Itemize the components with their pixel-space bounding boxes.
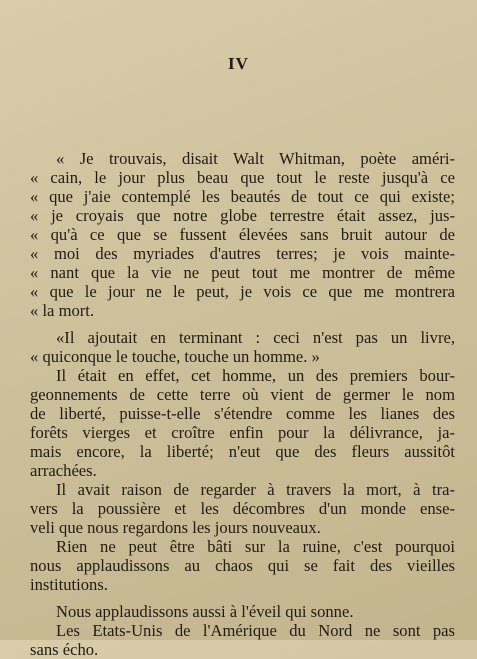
text-line: arrachées. xyxy=(30,461,97,480)
page-body-text xyxy=(30,149,455,659)
chapter-number: IV xyxy=(228,54,249,73)
text-line: « je croyais que notre globe terrestre était assez, jus- xyxy=(30,206,455,225)
text-line: «Il ajoutait en terminant : ceci n'est pas un livre, xyxy=(56,328,455,347)
text-line: sans écho. xyxy=(30,640,99,659)
text-line: « que le jour ne le peut, je vois ce que me montrera xyxy=(30,282,455,301)
text-line: forêts vierges et croître enfin pour la délivrance, ja- xyxy=(30,423,455,442)
paragraph-gap xyxy=(30,594,455,602)
text-line: Il était en effet, cet homme, un des premiers bour- xyxy=(56,366,455,385)
text-line: geonnements de cette terre où vient de germer le nom xyxy=(30,385,455,404)
text-line: Les Etats-Unis de l'Amérique du Nord ne sont pas xyxy=(56,621,455,640)
text-line: nous applaudissons au chaos qui se fait des vieilles xyxy=(30,556,455,575)
text-line: Nous applaudissons aussi à l'éveil qui sonne. xyxy=(56,602,354,621)
text-line: Rien ne peut être bâti sur la ruine, c'est pourquoi xyxy=(56,537,455,556)
text-line: « qu'à ce que se fussent élevées sans bruit autour de xyxy=(30,225,455,244)
text-line: vers la poussière et les décombres d'un monde ense- xyxy=(30,499,455,518)
text-line: mais encore, la liberté; n'eut que des fleurs aussitôt xyxy=(30,442,455,461)
text-line: « Je trouvais, disait Walt Whitman, poète améri- xyxy=(56,149,455,168)
text-line: institutions. xyxy=(30,575,108,594)
text-line: « nant que la vie ne peut tout me montrer de même xyxy=(30,263,455,282)
text-line: veli que nous regardons les jours nouveaux. xyxy=(30,518,321,537)
text-line: « moi des myriades d'autres terres; je vois mainte- xyxy=(30,244,455,263)
text-line: « cain, le jour plus beau que tout le reste jusqu'à ce xyxy=(30,168,455,187)
text-line: « que j'aie contemplé les beautés de tout ce qui existe; xyxy=(30,187,455,206)
paragraph-gap xyxy=(30,320,455,328)
text-line: de liberté, puisse-t-elle s'étendre comme les lianes des xyxy=(30,404,455,423)
text-line: « quiconque le touche, touche un homme. » xyxy=(30,347,320,366)
text-line: « la mort. xyxy=(30,301,95,320)
text-line: Il avait raison de regarder à travers la mort, à tra- xyxy=(56,480,455,499)
